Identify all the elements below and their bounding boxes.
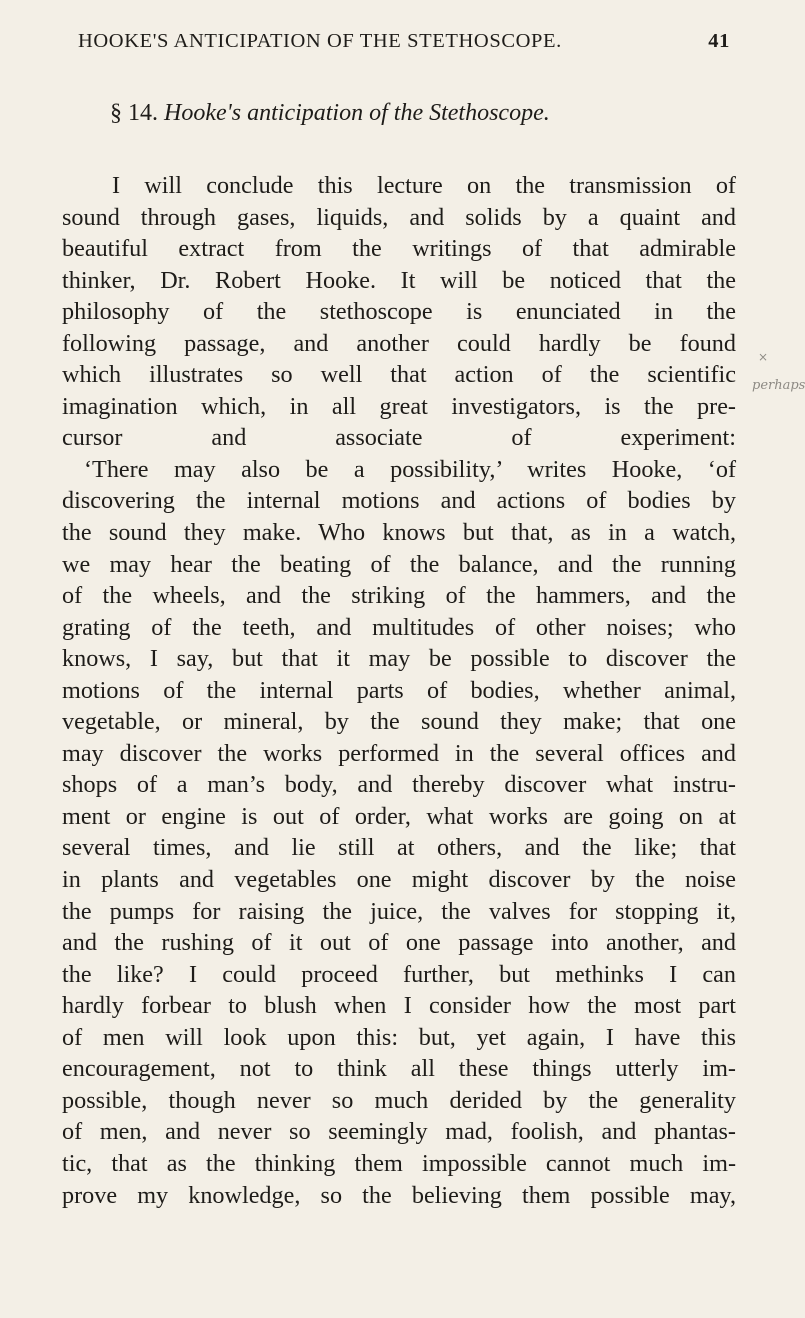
- text-line: motions of the internal parts of bodies, whether animal,: [62, 676, 736, 704]
- section-number: § 14.: [110, 100, 158, 126]
- section-title: Hooke's anticipation of the Stethoscope.: [164, 100, 550, 126]
- margin-annotation: perhaps: [752, 378, 805, 393]
- text-line: knows, I say, but that it may be possible to discover the: [62, 645, 736, 673]
- text-line: we may hear the beating of the balance, and the running: [62, 550, 736, 578]
- text-line: imagination which, in all great investigators, is the pre-: [62, 392, 736, 420]
- text-line: of the wheels, and the striking of the hammers, and the: [62, 582, 736, 610]
- text-line: ment or engine is out of order, what works are going on at: [62, 802, 736, 830]
- text-line: in plants and vegetables one might discover by the noise: [62, 866, 736, 894]
- text-line: vegetable, or mineral, by the sound they make; that one: [62, 708, 736, 736]
- text-line: several times, and lie still at others, and the like; that: [62, 834, 736, 862]
- text-line: the sound they make. Who knows but that, as in a watch,: [62, 519, 736, 547]
- running-head: [78, 30, 730, 60]
- text-line: cursor and associate of experiment:: [62, 424, 736, 452]
- text-line: sound through gases, liquids, and solids by a quaint and: [62, 203, 736, 231]
- margin-caret-mark: ×: [758, 350, 769, 364]
- text-line: prove my knowledge, so the believing them possible may,: [62, 1181, 736, 1209]
- text-line: of men, and never so seemingly mad, foolish, and phantas-: [62, 1118, 736, 1146]
- text-line: hardly forbear to blush when I consider how the most part: [62, 992, 736, 1020]
- text-line: and the rushing of it out of one passage into another, and: [62, 929, 736, 957]
- text-line: following passage, and another could hardly be found: [62, 329, 736, 357]
- section-heading: [110, 100, 550, 127]
- text-line: may discover the works performed in the several offices and: [62, 739, 736, 767]
- text-line: which illustrates so well that action of the scientific: [62, 361, 736, 389]
- text-line: tic, that as the thinking them impossible cannot much im-: [62, 1149, 736, 1177]
- text-line: I will conclude this lecture on the transmission of: [112, 172, 736, 199]
- page-number: 41: [708, 30, 730, 52]
- text-line: shops of a man’s body, and thereby discover what instru-: [62, 771, 736, 799]
- text-line: the pumps for raising the juice, the valves for stopping it,: [62, 897, 736, 925]
- running-head-title: HOOKE'S ANTICIPATION OF THE STETHOSCOPE.: [78, 30, 562, 52]
- text-line: philosophy of the stethoscope is enunciated in the: [62, 298, 736, 326]
- text-line: the like? I could proceed further, but methinks I can: [62, 960, 736, 988]
- text-line: encouragement, not to think all these things utterly im-: [62, 1055, 736, 1083]
- text-line: beautiful extract from the writings of that admirable: [62, 235, 736, 263]
- text-line: of men will look upon this: but, yet again, I have this: [62, 1023, 736, 1051]
- text-line: grating of the teeth, and multitudes of other noises; who: [62, 613, 736, 641]
- text-line: ‘There may also be a possibility,’ writes Hooke, ‘of: [84, 455, 736, 483]
- body-text: [62, 170, 736, 1211]
- text-line: discovering the internal motions and actions of bodies by: [62, 487, 736, 515]
- text-line: possible, though never so much derided by the generality: [62, 1086, 736, 1114]
- text-line: thinker, Dr. Robert Hooke. It will be noticed that the: [62, 266, 736, 294]
